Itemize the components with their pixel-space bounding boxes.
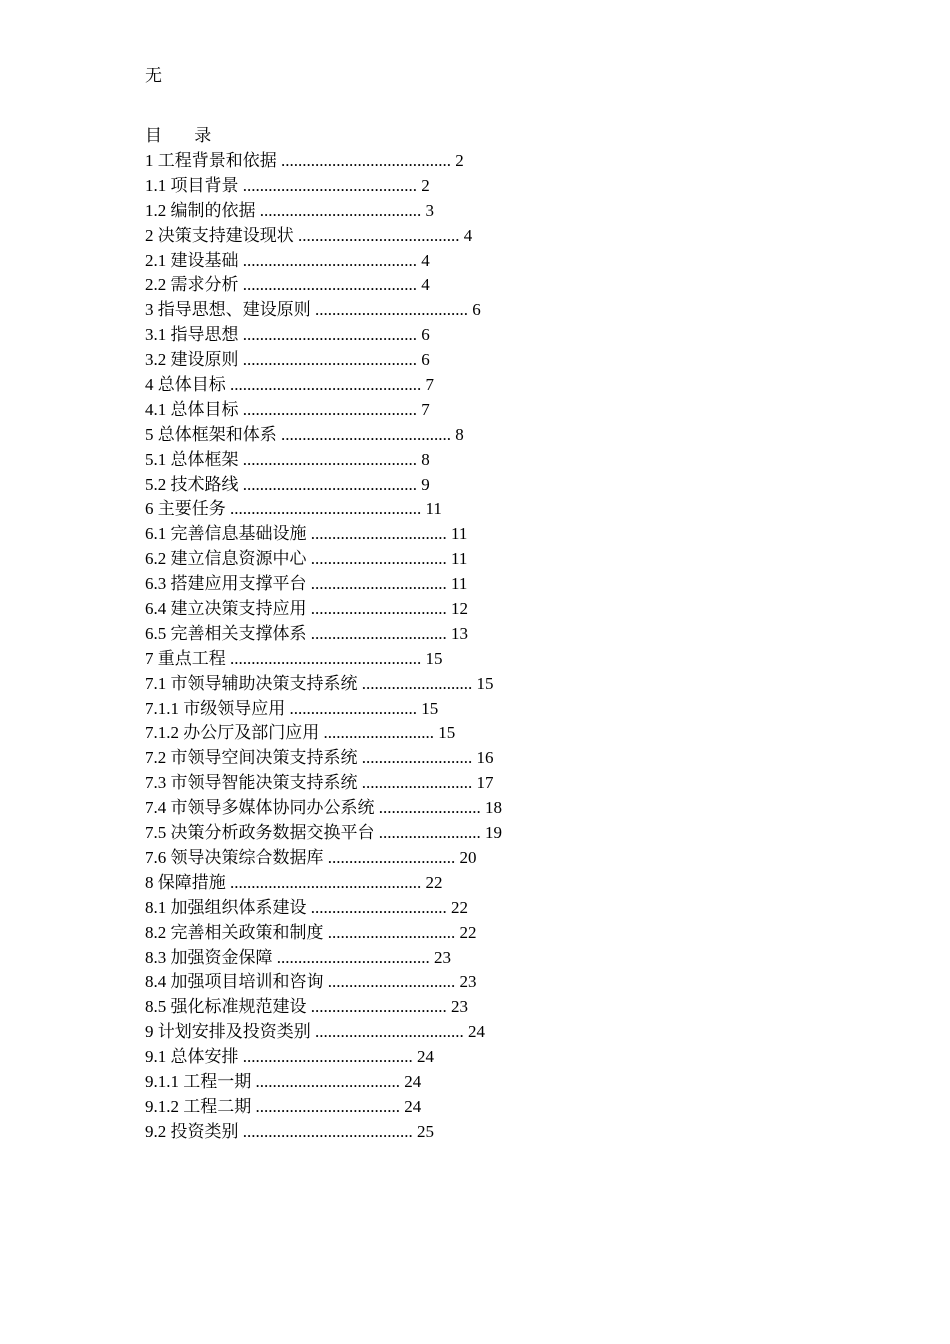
toc-entry-text: 9.1 总体安排 ........................................ 24 [145, 1047, 434, 1067]
toc-entry[interactable] [145, 995, 502, 1020]
toc-entry-text: 5.1 总体框架 ......................................... 8 [145, 449, 430, 469]
toc-entry-text: 7.3 市领导智能决策支持系统 .......................... 17 [145, 773, 494, 793]
toc-entry[interactable] [145, 273, 502, 298]
toc-entry-text: 6.5 完善相关支撑体系 ................................ 13 [145, 623, 468, 643]
toc-entry[interactable] [145, 921, 502, 946]
toc-entry[interactable] [145, 846, 502, 871]
toc-entry[interactable] [145, 796, 502, 821]
header-text: 无 [145, 66, 162, 85]
toc-entry-text: 7.6 领导决策综合数据库 .............................. 20 [145, 847, 477, 867]
toc-entry[interactable] [145, 746, 502, 771]
toc-entry-text: 8 保障措施 ............................................. 22 [145, 872, 443, 892]
toc-entry[interactable] [145, 896, 502, 921]
toc-entry[interactable] [145, 224, 502, 249]
toc-entry[interactable] [145, 522, 502, 547]
toc-entry-text: 9 计划安排及投资类别 ................................... 24 [145, 1022, 485, 1042]
toc-entry-text: 4.1 总体目标 ......................................... 7 [145, 399, 430, 419]
toc-entry-text: 6 主要任务 ............................................. 11 [145, 499, 442, 519]
toc-entry-text: 9.1.1 工程一期 .................................. 24 [145, 1071, 422, 1091]
toc-entry[interactable] [145, 249, 502, 274]
toc-entry-text: 7.2 市领导空间决策支持系统 .......................... 16 [145, 748, 494, 768]
toc-entry[interactable] [145, 1120, 502, 1145]
toc-entry[interactable] [145, 373, 502, 398]
toc-entry[interactable] [145, 298, 502, 323]
toc-entry-text: 8.2 完善相关政策和制度 .............................. 22 [145, 922, 477, 942]
toc-entry-text: 5 总体框架和体系 ........................................ 8 [145, 424, 464, 444]
toc-entry[interactable] [145, 1045, 502, 1070]
toc-entry[interactable] [145, 946, 502, 971]
toc-entry-text: 6.2 建立信息资源中心 ................................ 11 [145, 549, 468, 569]
toc-entry-text: 7.1.1 市级领导应用 .............................. 15 [145, 698, 439, 718]
toc-entry-text: 6.3 搭建应用支撑平台 ................................ 11 [145, 574, 468, 594]
toc-entry-text: 7.1.2 办公厅及部门应用 .......................... 15 [145, 723, 456, 743]
table-of-contents [145, 149, 502, 1145]
toc-entry[interactable] [145, 672, 502, 697]
toc-entry[interactable] [145, 473, 502, 498]
toc-entry[interactable] [145, 647, 502, 672]
toc-entry[interactable] [145, 721, 502, 746]
toc-entry-text: 2.2 需求分析 ......................................... 4 [145, 275, 430, 295]
toc-entry[interactable] [145, 697, 502, 722]
toc-entry[interactable] [145, 149, 502, 174]
toc-entry-text: 2.1 建设基础 ......................................... 4 [145, 250, 430, 270]
toc-entry-text: 8.5 强化标准规范建设 ................................ 23 [145, 997, 468, 1017]
toc-entry[interactable] [145, 1020, 502, 1045]
toc-entry[interactable] [145, 398, 502, 423]
toc-entry[interactable] [145, 199, 502, 224]
toc-entry-text: 1.2 编制的依据 ...................................... 3 [145, 200, 434, 220]
toc-entry-text: 9.1.2 工程二期 .................................. 24 [145, 1096, 422, 1116]
toc-entry-text: 7 重点工程 ............................................. 15 [145, 648, 443, 668]
toc-entry-text: 7.5 决策分析政务数据交换平台 ........................ 19 [145, 823, 502, 843]
toc-entry[interactable] [145, 1095, 502, 1120]
toc-entry[interactable] [145, 821, 502, 846]
toc-entry[interactable] [145, 871, 502, 896]
toc-entry[interactable] [145, 771, 502, 796]
toc-entry[interactable] [145, 970, 502, 995]
toc-entry-text: 6.4 建立决策支持应用 ................................ 12 [145, 599, 468, 619]
toc-entry-text: 5.2 技术路线 ......................................... 9 [145, 474, 430, 494]
toc-entry[interactable] [145, 174, 502, 199]
toc-entry[interactable] [145, 547, 502, 572]
toc-entry[interactable] [145, 622, 502, 647]
toc-entry[interactable] [145, 423, 502, 448]
toc-entry-text: 8.1 加强组织体系建设 ................................ 22 [145, 897, 468, 917]
toc-entry-text: 3.1 指导思想 ......................................... 6 [145, 325, 430, 345]
toc-entry[interactable] [145, 572, 502, 597]
toc-entry-text: 1.1 项目背景 ......................................... 2 [145, 175, 430, 195]
toc-entry[interactable] [145, 597, 502, 622]
toc-entry[interactable] [145, 497, 502, 522]
toc-entry[interactable] [145, 323, 502, 348]
toc-entry-text: 9.2 投资类别 ........................................ 25 [145, 1121, 434, 1141]
toc-entry-text: 3 指导思想、建设原则 .................................... 6 [145, 300, 481, 320]
toc-title: 目 录 [145, 126, 226, 145]
toc-entry-text: 2 决策支持建设现状 ...................................... 4 [145, 225, 473, 245]
toc-entry-text: 6.1 完善信息基础设施 ................................ 11 [145, 524, 468, 544]
toc-entry[interactable] [145, 448, 502, 473]
toc-entry-text: 3.2 建设原则 ......................................... 6 [145, 350, 430, 370]
toc-entry[interactable] [145, 348, 502, 373]
toc-entry-text: 7.1 市领导辅助决策支持系统 .......................... 15 [145, 673, 494, 693]
toc-entry-text: 8.4 加强项目培训和咨询 .............................. 23 [145, 972, 477, 992]
toc-entry-text: 7.4 市领导多媒体协同办公系统 ........................ 18 [145, 798, 502, 818]
toc-entry[interactable] [145, 1070, 502, 1095]
toc-entry-text: 8.3 加强资金保障 .................................... 23 [145, 947, 451, 967]
toc-entry-text: 1 工程背景和依据 ........................................ 2 [145, 151, 464, 170]
toc-entry-text: 4 总体目标 ............................................. 7 [145, 375, 434, 395]
